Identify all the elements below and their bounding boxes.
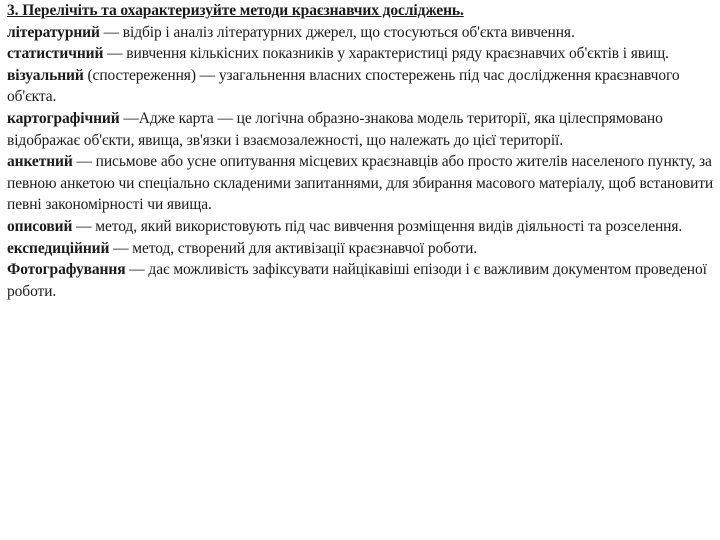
method-term: анкетний (7, 153, 73, 171)
method-term: Фотографування (7, 261, 126, 279)
method-description: — метод, створений для активізації краєзнавчої роботи. (109, 239, 478, 257)
method-description: — дає можливість зафіксувати найцікавіші епізоди і є важливим документом проведеної роботи. (7, 261, 707, 300)
method-description: — відбір і аналіз літературних джерел, що стосуються об'єкта вивчення. (99, 23, 575, 41)
method-term: літературний (7, 23, 100, 41)
method-description: —Адже карта — це логічна образно-знакова модель території, яка цілеспрямовано відображає об'єкти, явища, зв'язки і взаємозалежності, що належать до цієї території. (7, 109, 663, 149)
method-questionnaire (7, 151, 715, 216)
method-description: — письмове або усне опитування місцевих краєзнавців або просто жителів населеного пункту, за певною анкетою чи спеціально складеними запитаннями, для збирання масового матеріалу, щоб встановити певні закономірності чи явища. (7, 153, 714, 214)
method-description: — метод, який використовують під час вивчення розміщення видів діяльності та розселення. (72, 217, 683, 235)
method-statistical (7, 43, 715, 108)
method-cartographic (7, 108, 715, 151)
method-expedition (7, 238, 715, 260)
method-term: статистичний (7, 45, 104, 63)
method-description: — вивчення кількісних показників у характеристиці ряду краєзнавчих об'єктів і явищ. (103, 45, 669, 63)
method-descriptive (7, 216, 715, 238)
method-term: картографічний (7, 109, 120, 127)
method-literary (7, 22, 715, 44)
method-photography (7, 259, 715, 302)
method-term-visual: візуальний (7, 66, 84, 84)
method-term: експедиційний (7, 239, 110, 257)
slide-content (7, 0, 715, 302)
method-description-visual: (спостереження) — узагальнення власних спостережень під час дослідження краєзнавчого об'єкта. (7, 66, 680, 106)
method-term: описовий (7, 217, 73, 235)
page-title: 3. Перелічіть та охарактеризуйте методи краєзнавчих досліджень. (7, 2, 464, 19)
